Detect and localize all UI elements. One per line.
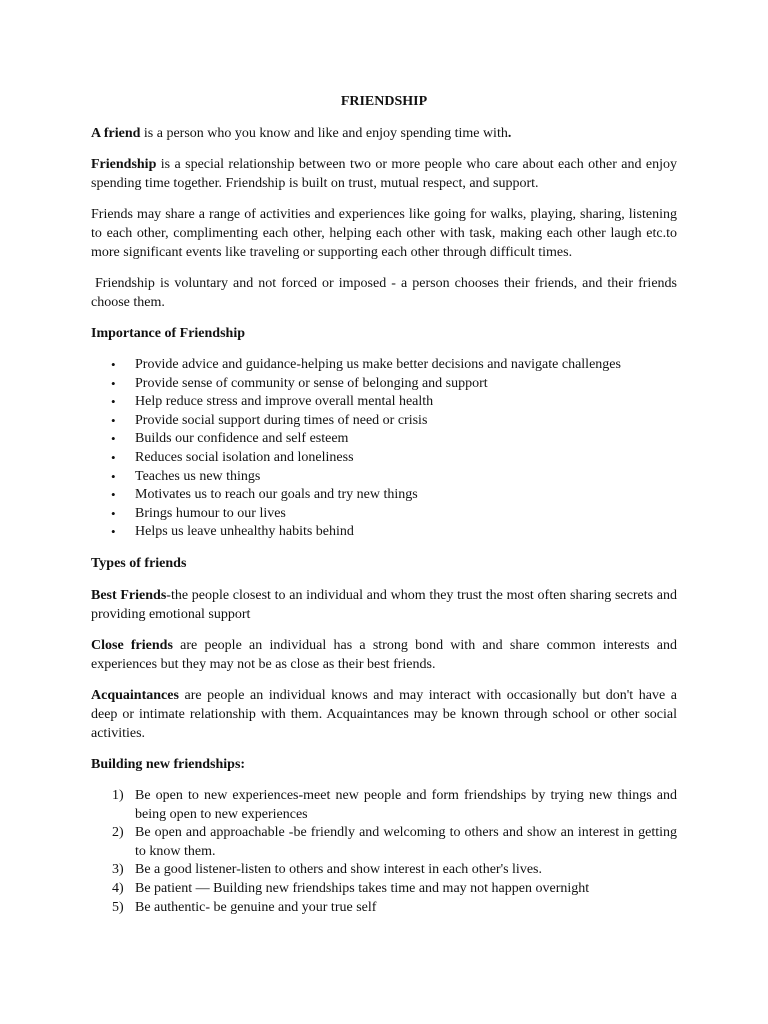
step-number: 2) [112, 825, 124, 841]
document-title: FRIENDSHIP [340, 94, 428, 109]
paragraph-activities: Friends may share a range of activities and experiences like going for walks, playing, sharing, listening to each other, complimenting each other, helping each other with task, making each other laugh etc.to more significant events like traveling or supporting each other through difficult times. [91, 207, 677, 260]
list-item-text: Provide advice and guidance-helping us make better decisions and navigate challenges [135, 357, 621, 372]
list-item [91, 393, 677, 412]
list-item [91, 861, 677, 880]
term-best-friends: Best Friends [91, 587, 167, 603]
list-item [91, 449, 677, 468]
step-number: 4) [112, 880, 124, 896]
building-steps-list [91, 787, 677, 917]
step-text: Be a good listener-listen to others and show interest in each other's lives. [135, 862, 542, 878]
list-item [91, 787, 677, 824]
list-item-text: Reduces social isolation and loneliness [135, 449, 354, 465]
term-acquaintances: Acquaintances [91, 687, 179, 703]
document-page [91, 92, 677, 917]
step-text: Be open to new experiences-meet new people and form friendships by trying new things and being open to new experiences [135, 787, 677, 822]
bullet-icon: • [111, 524, 116, 540]
list-item [91, 486, 677, 505]
term-friend: A friend [91, 126, 141, 141]
step-number: 3) [112, 862, 124, 878]
list-item-text: Builds our confidence and self esteem [135, 431, 349, 447]
type-best-friends-text: -the people closest to an individual and whom they trust the most often sharing secrets and providing emotional support [91, 587, 677, 622]
list-item [91, 412, 677, 431]
list-item [91, 375, 677, 394]
bullet-icon: • [111, 449, 116, 465]
bullet-icon: • [111, 431, 116, 447]
list-item-text: Motivates us to reach our goals and try new things [135, 487, 418, 503]
type-close-friends-text: are people an individual has a strong bond with and share common interests and experiences but they may not be as close as their best friends. [91, 637, 677, 672]
definition-friendship [91, 155, 677, 193]
bullet-icon: • [111, 487, 116, 503]
list-item [91, 880, 677, 899]
list-item-text: Provide social support during times of need or crisis [135, 412, 428, 428]
definition-friendship-text: is a special relationship between two or more people who care about each other and enjoy spending time together. Friendship is built on trust, mutual respect, and support. [91, 157, 677, 191]
bullet-icon: • [111, 375, 116, 391]
type-close-friends [91, 636, 677, 674]
list-item-text: Provide sense of community or sense of belonging and support [135, 375, 488, 391]
heading-importance: Importance of Friendship [91, 326, 245, 341]
term-friendship: Friendship [91, 157, 157, 172]
definition-friend [91, 124, 677, 143]
bullet-icon: • [111, 468, 116, 484]
list-item-text: Teaches us new things [135, 468, 261, 484]
heading-types: Types of friends [91, 555, 187, 571]
list-item [91, 468, 677, 487]
step-text: Be authentic- be genuine and your true self [135, 899, 377, 915]
step-text: Be open and approachable -be friendly and welcoming to others and show an interest in getting to know them. [135, 825, 677, 859]
list-item [91, 356, 677, 375]
bullet-icon: • [111, 505, 116, 521]
type-best-friends [91, 586, 677, 624]
importance-list [91, 356, 677, 542]
paragraph-voluntary: Friendship is voluntary and not forced or imposed - a person chooses their friends, and their friends choose them. [91, 276, 677, 310]
type-acquaintances [91, 686, 677, 743]
definition-friend-text: is a person who you know and like and enjoy spending time with [140, 126, 508, 141]
list-item-text: Help reduce stress and improve overall mental health [135, 394, 434, 410]
heading-building: Building new friendships: [91, 756, 246, 772]
term-close-friends: Close friends [91, 637, 173, 653]
list-item [91, 430, 677, 449]
bullet-icon: • [111, 357, 116, 372]
definition-friend-end: . [507, 126, 512, 141]
list-item [91, 523, 677, 542]
step-number: 5) [112, 899, 124, 915]
list-item [91, 899, 677, 918]
list-item [91, 824, 677, 861]
bullet-icon: • [111, 412, 116, 428]
list-item-text: Helps us leave unhealthy habits behind [135, 524, 354, 540]
type-acquaintances-text: are people an individual knows and may interact with occasionally but don't have a deep or intimate relationship with them. Acquaintances may be known through school or other social activities. [91, 687, 677, 741]
step-number: 1) [112, 787, 124, 803]
list-item [91, 505, 677, 524]
bullet-icon: • [111, 394, 116, 410]
step-text: Be patient — Building new friendships takes time and may not happen overnight [135, 880, 590, 896]
list-item-text: Brings humour to our lives [135, 505, 286, 521]
